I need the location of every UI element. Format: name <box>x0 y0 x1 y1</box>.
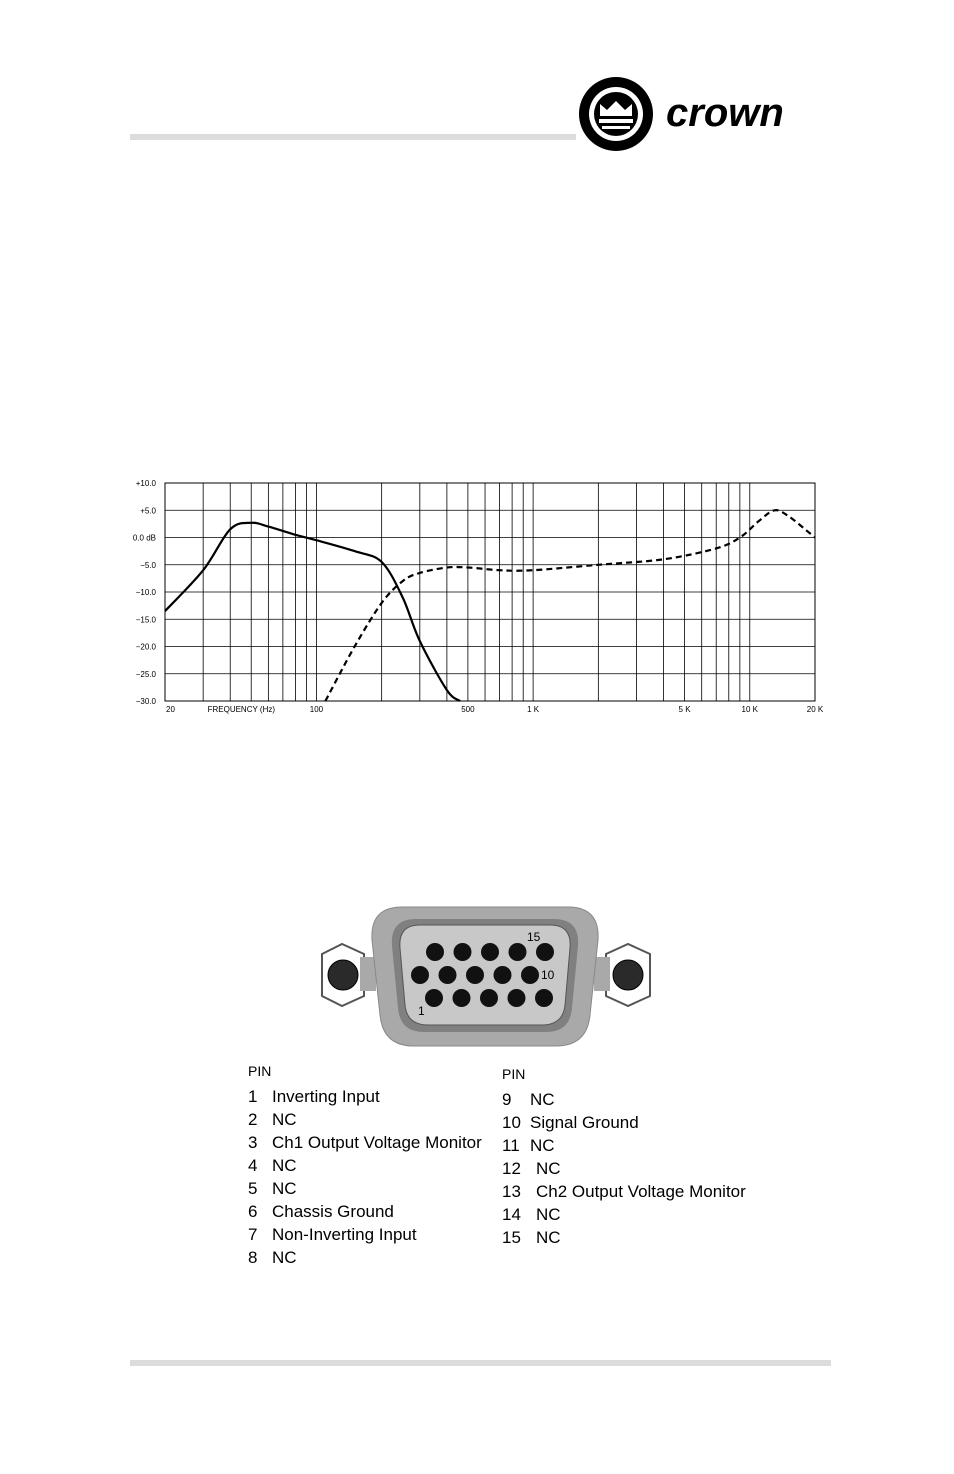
pin-row <box>248 1223 482 1246</box>
footer-rule <box>130 1360 831 1366</box>
left-screw-hole <box>328 960 358 990</box>
pin-hole <box>509 943 527 961</box>
pin-hole <box>425 989 443 1007</box>
y-tick-label: +5.0 <box>140 506 156 516</box>
pin-function: Ch2 Output Voltage Monitor <box>536 1182 746 1201</box>
pin-function: NC <box>272 1179 297 1198</box>
pin-function: Inverting Input <box>272 1087 380 1106</box>
pin-row <box>248 1246 482 1269</box>
frequency-response-chart <box>120 470 840 720</box>
pin-1-label: 1 <box>418 1004 425 1018</box>
pin-hole <box>535 989 553 1007</box>
pin-row <box>502 1226 746 1249</box>
pin-list-right <box>502 1066 746 1249</box>
y-tick-label: 0.0 dB <box>132 533 156 543</box>
pin-number: 14 <box>502 1205 521 1224</box>
pin-number: 9 <box>502 1090 512 1109</box>
crown-logo <box>578 76 838 156</box>
pin-hole <box>521 966 539 984</box>
pin-number: 8 <box>248 1248 258 1267</box>
pin-function: Non-Inverting Input <box>272 1225 417 1244</box>
pin-hole <box>439 966 457 984</box>
series-line-solid <box>165 523 460 701</box>
pin-function: Signal Ground <box>530 1113 639 1132</box>
y-tick-label: −25.0 <box>135 669 156 679</box>
pin-function: Ch1 Output Voltage Monitor <box>272 1133 482 1152</box>
pin-row <box>248 1085 482 1108</box>
pin-hole <box>454 943 472 961</box>
pin-list-left <box>248 1063 482 1269</box>
pin-number: 5 <box>248 1179 258 1198</box>
pin-function: NC <box>530 1136 555 1155</box>
pin-hole <box>508 989 526 1007</box>
pin-row <box>502 1134 746 1157</box>
pin-number: 1 <box>248 1087 258 1106</box>
pin-row <box>248 1200 482 1223</box>
pin-number: 10 <box>502 1113 521 1132</box>
pin-function: NC <box>536 1228 561 1247</box>
x-tick-label: 100 <box>309 705 324 714</box>
pin-number: 3 <box>248 1133 258 1152</box>
y-tick-label: −10.0 <box>135 588 156 597</box>
pin-function: NC <box>272 1248 297 1267</box>
pin-row <box>248 1154 482 1177</box>
pin-row <box>502 1157 746 1180</box>
x-tick-label: 20 <box>166 705 175 714</box>
pin-header: PIN <box>502 1066 526 1082</box>
y-tick-label: −20.0 <box>135 642 156 652</box>
pin-function: NC <box>272 1110 297 1129</box>
pin-number: 13 <box>502 1182 521 1201</box>
pin-function: NC <box>536 1159 561 1178</box>
x-axis-label: FREQUENCY (Hz) <box>207 705 276 714</box>
series-line-dashed <box>325 510 815 701</box>
pin-10-label: 10 <box>541 968 555 982</box>
pin-row <box>248 1108 482 1131</box>
right-screw-hole <box>613 960 643 990</box>
y-tick-label: −15.0 <box>135 615 156 625</box>
pin-hole <box>536 943 554 961</box>
pin-number: 2 <box>248 1110 258 1129</box>
y-tick-label: +10.0 <box>135 479 156 488</box>
pin-row <box>502 1088 746 1111</box>
pin-function: NC <box>272 1156 297 1175</box>
x-tick-label: 20 K <box>806 705 824 714</box>
pin-hole <box>426 943 444 961</box>
pin-number: 15 <box>502 1228 521 1247</box>
pin-hole <box>411 966 429 984</box>
pin-row <box>248 1177 482 1200</box>
pin-hole <box>481 943 499 961</box>
pin-number: 11 <box>502 1136 520 1155</box>
db15-connector-diagram <box>310 900 670 1060</box>
pin-hole <box>466 966 484 984</box>
x-tick-label: 1 K <box>527 705 540 714</box>
pin-row <box>248 1131 482 1154</box>
y-tick-label: −30.0 <box>135 697 156 706</box>
pin-row <box>502 1203 746 1226</box>
pin-15-label: 15 <box>527 930 541 944</box>
pin-hole <box>494 966 512 984</box>
pin-function: NC <box>536 1205 561 1224</box>
x-tick-label: 500 <box>461 705 475 714</box>
pin-number: 4 <box>248 1156 258 1175</box>
header-rule <box>130 134 576 140</box>
pin-hole <box>480 989 498 1007</box>
pin-header: PIN <box>248 1063 272 1079</box>
x-tick-label: 5 K <box>678 705 691 714</box>
x-tick-label: 10 K <box>741 705 759 714</box>
brand-wordmark: crown <box>666 91 784 135</box>
pin-function: NC <box>530 1090 555 1109</box>
y-tick-label: −5.0 <box>140 560 156 570</box>
pin-row <box>502 1180 746 1203</box>
pin-number: 7 <box>248 1225 258 1244</box>
pin-hole <box>453 989 471 1007</box>
pin-number: 6 <box>248 1202 258 1221</box>
pin-function: Chassis Ground <box>272 1202 394 1221</box>
pin-number: 12 <box>502 1159 521 1178</box>
pin-row <box>502 1111 746 1134</box>
